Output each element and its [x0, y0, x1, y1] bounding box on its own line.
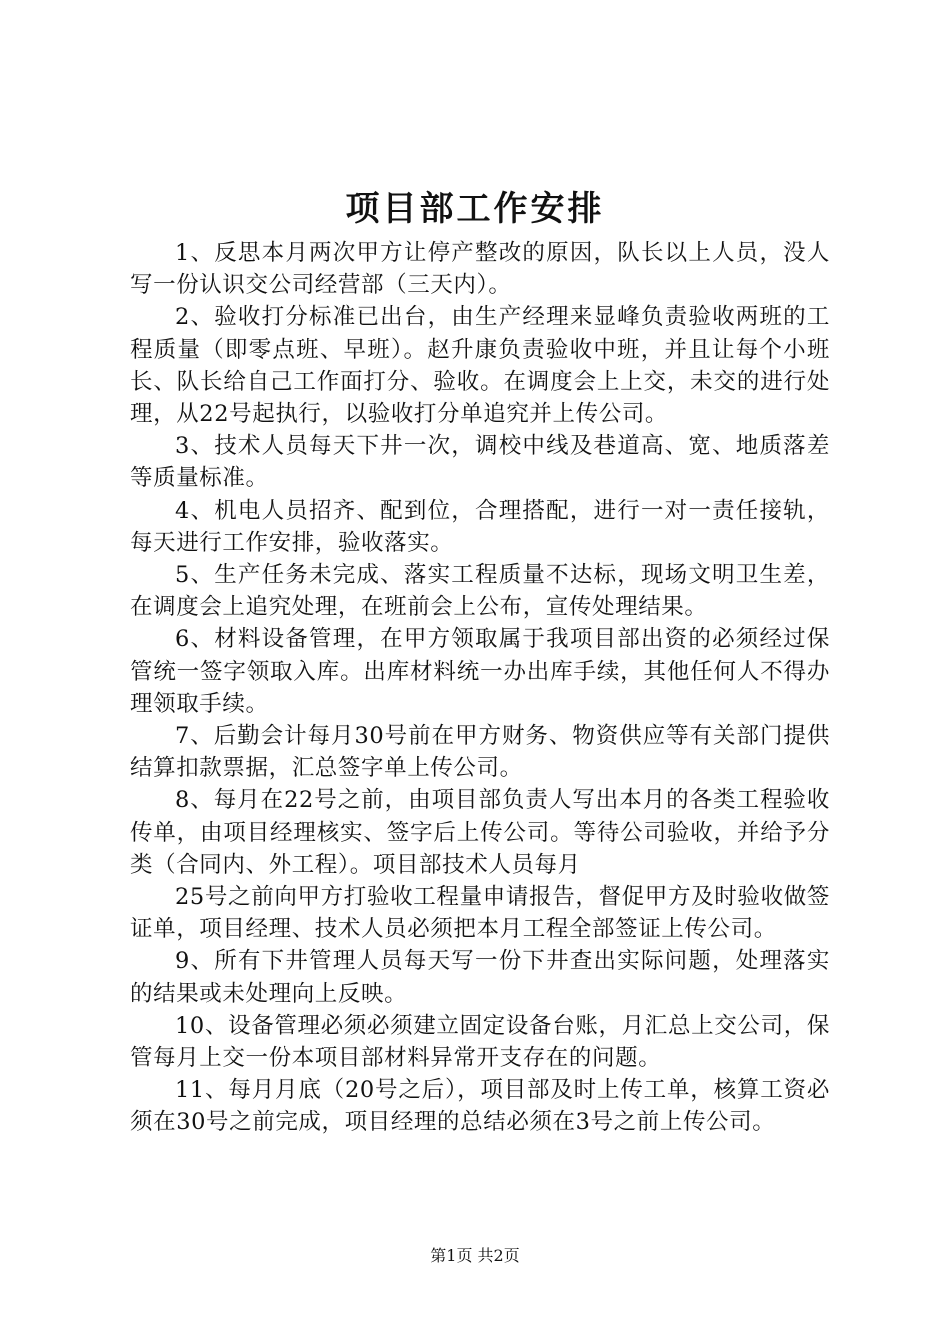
page-number-footer: 第1页 共2页 [430, 1246, 520, 1265]
document-body [130, 237, 830, 1139]
paragraph-3: 3、技术人员每天下井一次，调校中线及巷道高、宽、地质落差等质量标准。 [130, 433, 830, 492]
paragraph-1: 1、反思本月两次甲方让停产整改的原因，队长以上人员，没人写一份认识交公司经营部（三天内）。 [130, 240, 830, 299]
paragraph-4: 4、机电人员招齐、配到位，合理搭配，进行一对一责任接轨，每天进行工作安排，验收落实。 [130, 497, 830, 556]
paragraph-11: 11、每月月底（20号之后），项目部及时上传工单，核算工资必须在30号之前完成，项目经理的总结必须在3号之前上传公司。 [130, 1077, 830, 1136]
paragraph-9: 9、所有下井管理人员每天写一份下井查出实际问题，处理落实的结果或未处理向上反映。 [130, 948, 830, 1007]
document-title: 项目部工作安排 [345, 189, 605, 229]
paragraph-10: 10、设备管理必须必须建立固定设备台账，月汇总上交公司，保管每月上交一份本项目部材料异常开支存在的问题。 [130, 1012, 830, 1072]
paragraph-8-continued: 25号之前向甲方打验收工程量申请报告，督促甲方及时验收做签证单，项目经理、技术人员必须把本月工程全部签证上传公司。 [130, 884, 830, 943]
paragraph-6: 6、材料设备管理，在甲方领取属于我项目部出资的必须经过保管统一签字领取入库。出库材料统一办出库手续，其他任何人不得办理领取手续。 [130, 626, 830, 717]
paragraph-2: 2、验收打分标准已出台，由生产经理来显峰负责验收两班的工程质量（即零点班、早班）。赵升康负责验收中班，并且让每个小班长、队长给自己工作面打分、验收。在调度会上上交，未交的进行处理，从22号起执行，以验收打分单追究并上传公司。 [130, 304, 830, 428]
paragraph-8: 8、每月在22号之前，由项目部负责人写出本月的各类工程验收传单，由项目经理核实、签字后上传公司。等待公司验收，并给予分类（合同内、外工程）。项目部技术人员每月 [130, 787, 830, 878]
paragraph-5: 5、生产任务未完成、落实工程质量不达标，现场文明卫生差，在调度会上追究处理，在班前会上公布，宣传处理结果。 [130, 562, 830, 621]
paragraph-7: 7、后勤会计每月30号前在甲方财务、物资供应等有关部门提供结算扣款票据，汇总签字单上传公司。 [130, 723, 830, 782]
